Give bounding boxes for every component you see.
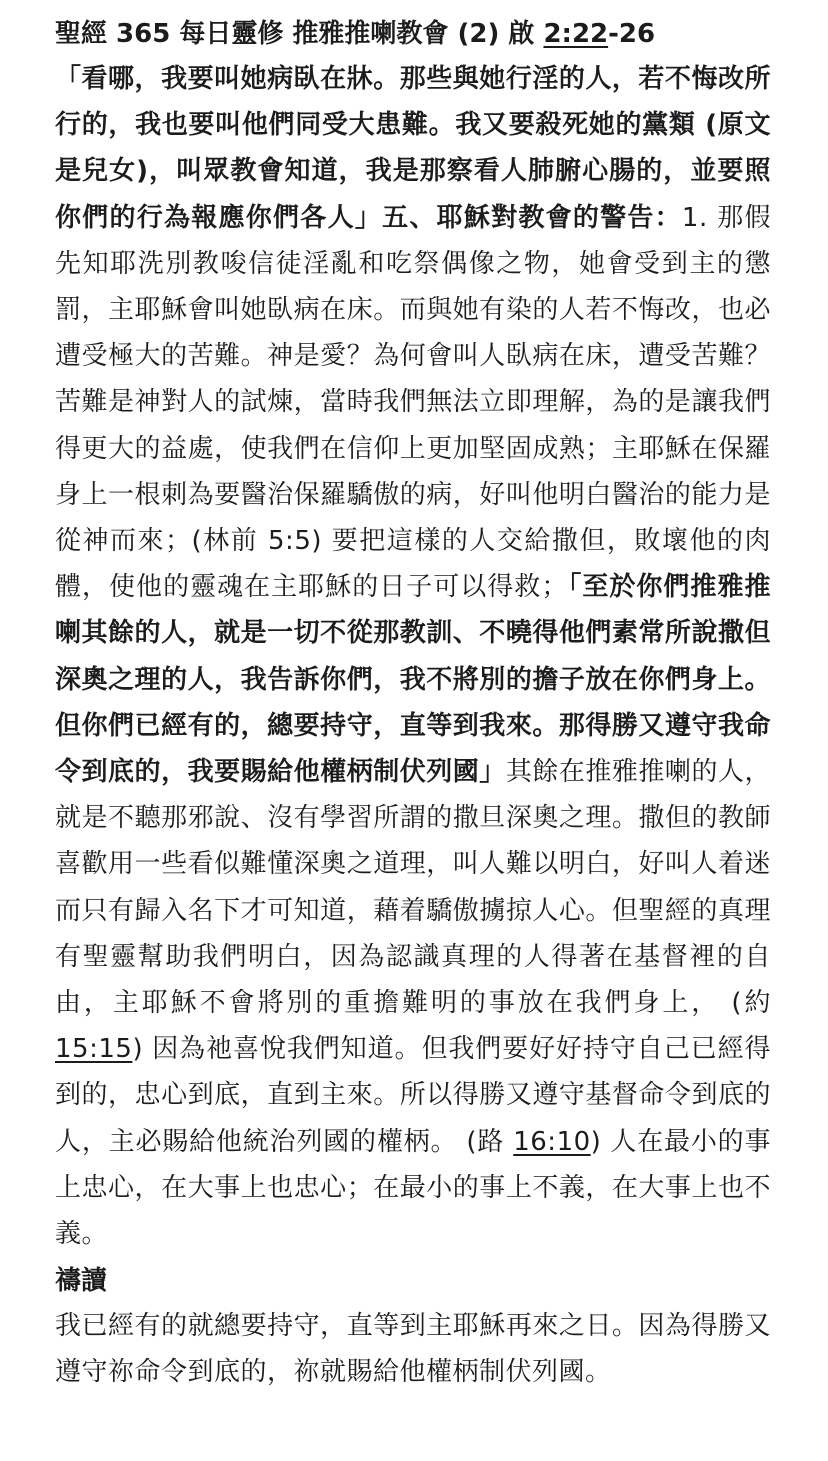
scripture-quote-2: 「至於你們推雅推喇其餘的人，就是一切不從那教訓、不曉得他們素常所說撒但深奧之理的人，我告訴你們，我不將別的擔子放在你們身上。但你們已經有的，總要持守，直等到我來。那得勝又遵守我命令到底的，我要賜給他權柄制伏列國」 xyxy=(55,572,771,788)
title-prefix: 聖經 365 每日靈修 推雅推喇教會 (2) 啟 xyxy=(55,19,544,49)
commentary-2: 其餘在推雅推喇的人，就是不聽那邪說、沒有學習所謂的撒旦深奧之理。撒但的教師喜歡用一些看似難懂深奧之道理，叫人難以明白，好叫人着迷而只有歸入名下才可知道，藉着驕傲擄掠人心。但聖經的真理有聖靈幫助我們明白，因為認識真理的人得著在基督裡的自由，主耶穌不會將別的重擔難明的事放在我們身上， (約 xyxy=(55,757,771,1019)
prayer-text: 我已經有的就總要持守，直等到主耶穌再來之日。因為得勝又遵守祢命令到底的，祢就賜給他權柄制伏列國。 xyxy=(55,1311,771,1388)
commentary-3: ) 因為祂喜悅我們知道。但我們要好好持守自己已經得到的，忠心到底，直到主來。所以得勝又遵守基督命令到底的人，主必賜給他統治列國的權柄。 (路 xyxy=(55,1034,771,1157)
commentary-4: ) 人在最小的事上忠心，在大事上也忠心；在最小的事上不義，在大事上也不義。 xyxy=(55,1126,771,1250)
verse-reference-luke[interactable]: 16:10 xyxy=(513,1126,591,1157)
prayer-heading: 禱讀 xyxy=(55,1266,108,1297)
title-verse-reference[interactable]: 2:22 xyxy=(543,19,609,49)
verse-reference-john[interactable]: 15:15 xyxy=(55,1034,133,1065)
devotional-body xyxy=(55,56,771,1257)
title-suffix: -26 xyxy=(608,19,656,49)
page-title xyxy=(55,12,771,56)
commentary-1: 1. 那假先知耶洗別教唆信徒淫亂和吃祭偶像之物，她會受到主的懲罰，主耶穌會叫她臥病在床。而與她有染的人若不悔改，也必遭受極大的苦難。神是愛？為何會叫人臥病在床，遭受苦難？苦難是神對人的試煉，當時我們無法立即理解，為的是讓我們得更大的益處，使我們在信仰上更加堅固成熟；主耶穌在保羅身上一根刺為要醫治保羅驕傲的病，好叫他明白醫治的能力是從神而來；(林前 5:5) 要把這樣的人交給撒但，敗壞他的肉體，使他的靈魂在主耶穌的日子可以得救； xyxy=(55,202,771,603)
scripture-quote-1: 「看哪，我要叫她病臥在牀。那些與她行淫的人，若不悔改所行的，我也要叫他們同受大患難。我又要殺死她的黨類 (原文是兒女)，叫眾教會知道，我是那察看人肺腑心腸的，並要照你們的行為報應你們各人」五、耶穌對教會的警告： xyxy=(55,64,771,233)
devotional-page xyxy=(55,12,771,1395)
